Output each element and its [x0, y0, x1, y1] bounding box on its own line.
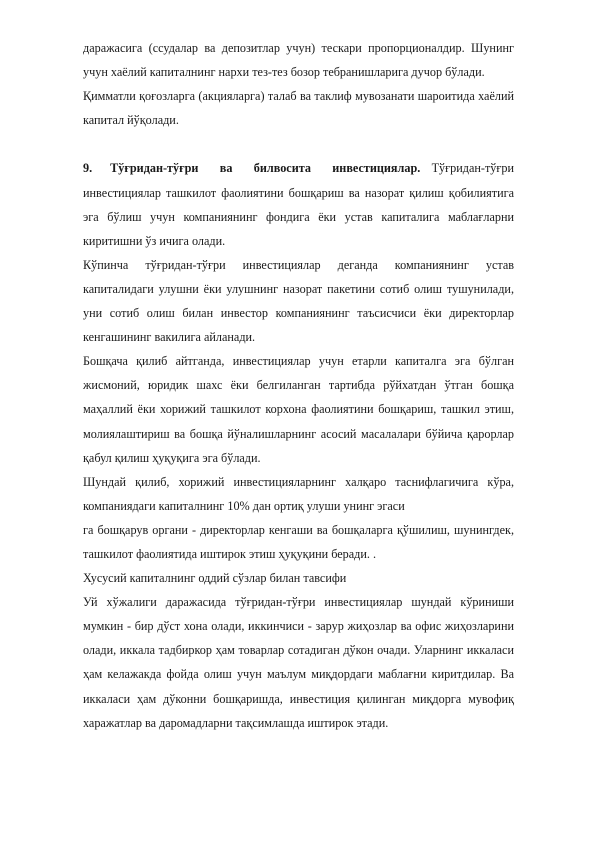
- section-number: 9.: [83, 161, 93, 176]
- paragraph-7: га бошқарув органи - директорлар кенгаши ва бошқаларга қўшилиш, шунингдек, ташкилот фаолиятида иштирок этиш ҳуқуқини беради. .: [83, 522, 514, 561]
- paragraph-9: Уй хўжалиги даражасида тўғридан-тўғри инвестициялар шундай кўриниши мумкин - бир дўст хона олади, иккинчиси - зарур жиҳозлар ва офис жиҳозларини олади, иккала тадбиркор ҳам товарлар сотадиган дўкон очади. Уларнинг иккаласи ҳам келажакда фойда олиш учун маълум миқдордаги маблағни киритдилар. Ва иккаласи ҳам дўконни бошқаришда, инвестиция қилинган миқдорга мувофиқ харажатлар ва даромадларни тақсимлашда иштирок этади.: [83, 595, 514, 730]
- section-9-paragraph: [83, 156, 514, 252]
- section-intro-text: Тўғридан-тўғри инвестициялар ташкилот фаолиятини бошқариш ва назорат қилиш қобилиятига эга бўлиш учун компаниянинг фондига ёки устав капиталига маблағларни киритишни ўз ичига олади.: [83, 161, 514, 248]
- section-heading: Тўғридан-тўғри ва билвосита инвестициялар.: [110, 161, 421, 176]
- paragraph-2: Қимматли қоғозларга (акцияларга) талаб ва таклиф мувозанати шароитида хаёлий капитал йўқолади.: [83, 89, 514, 128]
- document-page: [83, 36, 514, 735]
- paragraph-8: Хусусий капиталнинг оддий сўзлар билан тавсифи: [83, 571, 347, 586]
- paragraph-1: даражасига (ссудалар ва депозитлар учун) тескари пропорционалдир. Шунинг учун хаёлий капиталнинг нархи тез-тез бозор тебранишларига дучор бўлади.: [83, 41, 514, 80]
- blank-line: [83, 132, 514, 156]
- paragraph-6: Шундай қилиб, хорижий инвестицияларнинг халқаро таснифлагичига кўра, компаниядаги капиталнинг 10% дан ортиқ улуши унинг эгаси: [83, 474, 514, 513]
- paragraph-5: Бошқача қилиб айтганда, инвестициялар учун етарли капиталга эга бўлган жисмоний, юридик шахс ёки белгиланган тартибда рўйхатдан ўтган бошқа маҳаллий ёки хорижий ташкилот корхона фаолиятини бошқариш, ташкил этиш, молиялаштириш ва бошқа йўналишларнинг асосий масалалари бўйича қарорлар қабул қилиш ҳуқуқига эга бўлади.: [83, 354, 514, 465]
- paragraph-4: Кўпинча тўғридан-тўғри инвестициялар деганда компаниянинг устав капиталидаги улушни ёки улушнинг назорат пакетини сотиб олиш тушунилади, уни сотиб олиш билан инвестор компаниянинг таъсисчиси ёки директорлар кенгашининг вакилига айланади.: [83, 257, 514, 345]
